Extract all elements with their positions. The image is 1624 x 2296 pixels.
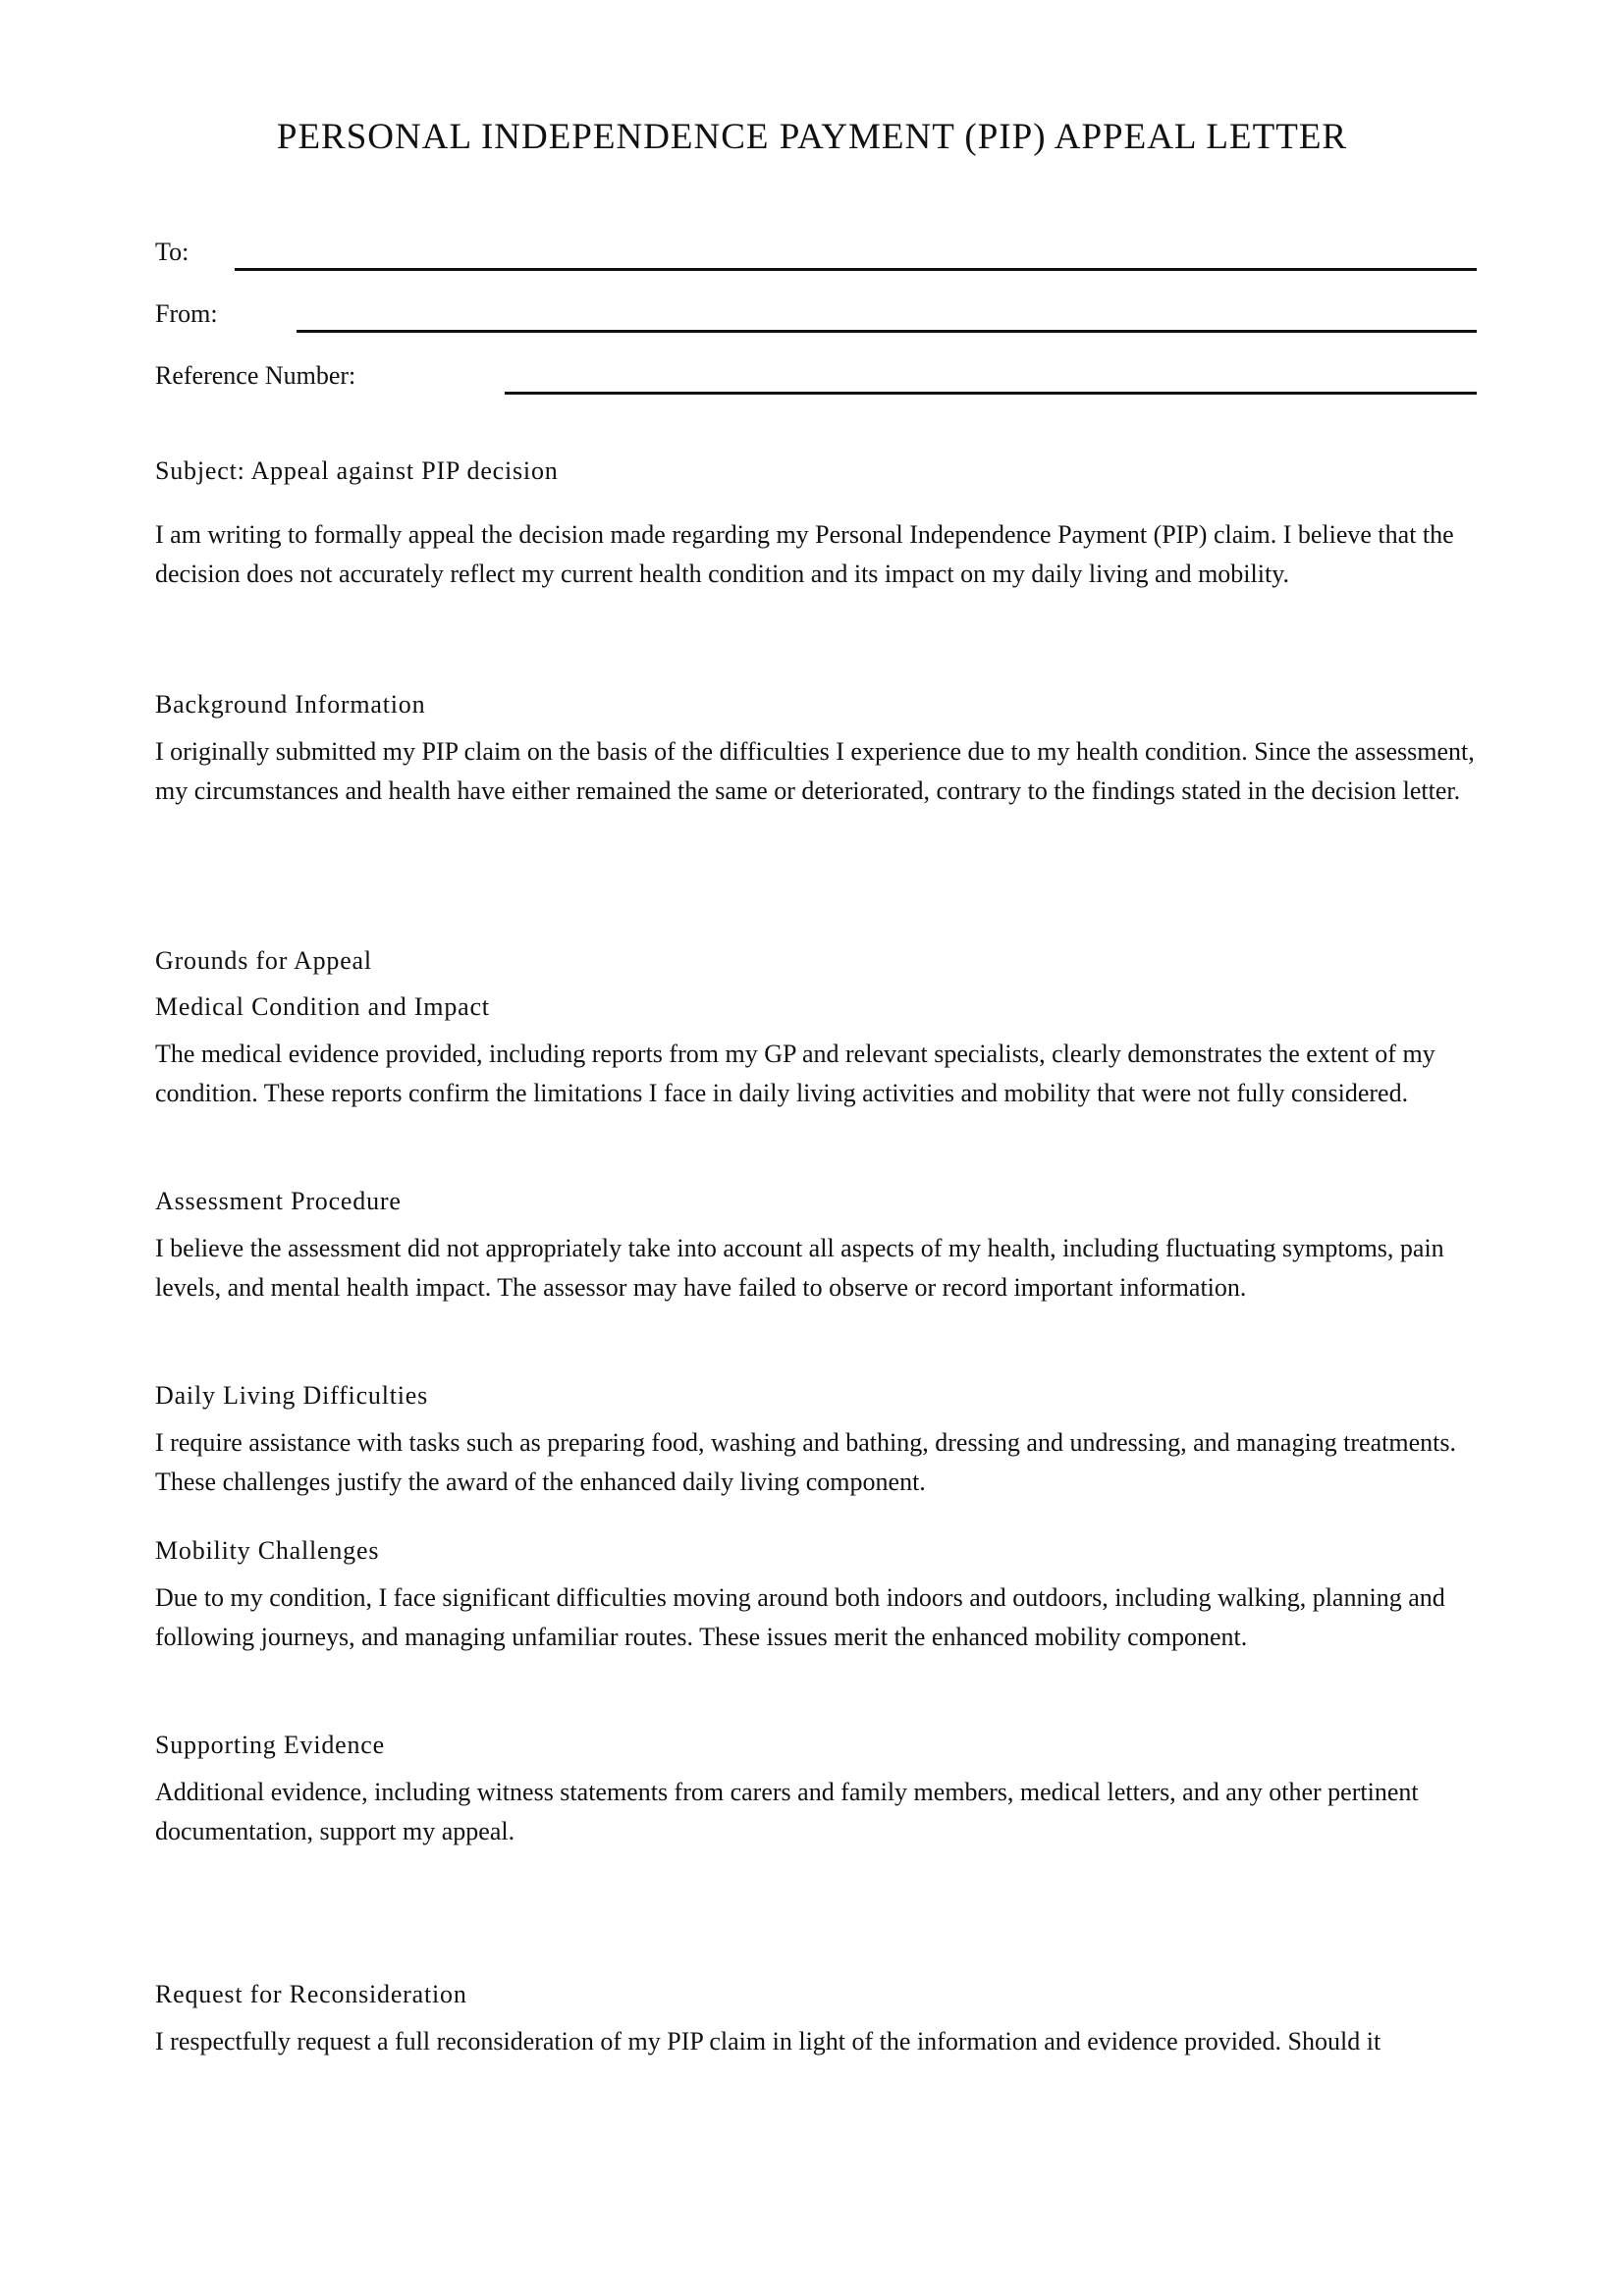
reference-number-field	[155, 355, 1477, 395]
daily-living-heading: Daily Living Difficulties	[155, 1381, 429, 1410]
background-heading: Background Information	[155, 690, 426, 719]
subject-line: Subject: Appeal against PIP decision	[155, 456, 559, 485]
intro-paragraph: I am writing to formally appeal the decision made regarding my Personal Independence Payment (PIP) claim. I believe that the decision does not accurately reflect my current health condition and its impact on my daily living and mobility.	[155, 520, 1454, 588]
medical-paragraph: The medical evidence provided, including reports from my GP and relevant specialists, clearly demonstrates the extent of my condition. These reports confirm the limitations I face in daily living activities and mobility that were not fully considered.	[155, 1040, 1435, 1107]
daily-living-paragraph: I require assistance with tasks such as preparing food, washing and bathing, dressing and undressing, and managing treatments. These challenges justify the award of the enhanced daily living component.	[155, 1428, 1456, 1496]
from-input-line[interactable]	[297, 330, 1477, 333]
evidence-paragraph: Additional evidence, including witness statements from carers and family members, medical letters, and any other pertinent documentation, support my appeal.	[155, 1778, 1419, 1845]
reference-number-label: Reference Number:	[155, 361, 356, 390]
assessment-heading: Assessment Procedure	[155, 1187, 402, 1215]
assessment-paragraph: I believe the assessment did not appropriately take into account all aspects of my health, including fluctuating symptoms, pain levels, and mental health impact. The assessor may have failed to observe or record important information.	[155, 1234, 1444, 1302]
evidence-heading: Supporting Evidence	[155, 1731, 385, 1759]
mobility-paragraph: Due to my condition, I face significant difficulties moving around both indoors and outdoors, including walking, planning and following journeys, and managing unfamiliar routes. These issues merit the enhanced mobility component.	[155, 1583, 1445, 1651]
reconsideration-paragraph: I respectfully request a full reconsideration of my PIP claim in light of the information and evidence provided. Should it	[155, 2027, 1381, 2056]
reference-number-input-line[interactable]	[505, 392, 1477, 395]
background-paragraph: I originally submitted my PIP claim on the basis of the difficulties I experience due to my health condition. Since the assessment, my circumstances and health have either remained the same or deteriorated, contrary to the findings stated in the decision letter.	[155, 737, 1475, 805]
from-field	[155, 294, 1477, 333]
medical-heading: Medical Condition and Impact	[155, 992, 490, 1021]
to-input-line[interactable]	[235, 268, 1477, 271]
from-label: From:	[155, 299, 218, 328]
mobility-heading: Mobility Challenges	[155, 1536, 380, 1565]
to-label: To:	[155, 238, 189, 266]
grounds-heading: Grounds for Appeal	[155, 946, 372, 975]
reconsideration-heading: Request for Reconsideration	[155, 1980, 467, 2008]
to-field	[155, 232, 1477, 271]
page-title: PERSONAL INDEPENDENCE PAYMENT (PIP) APPEAL LETTER	[276, 117, 1348, 157]
